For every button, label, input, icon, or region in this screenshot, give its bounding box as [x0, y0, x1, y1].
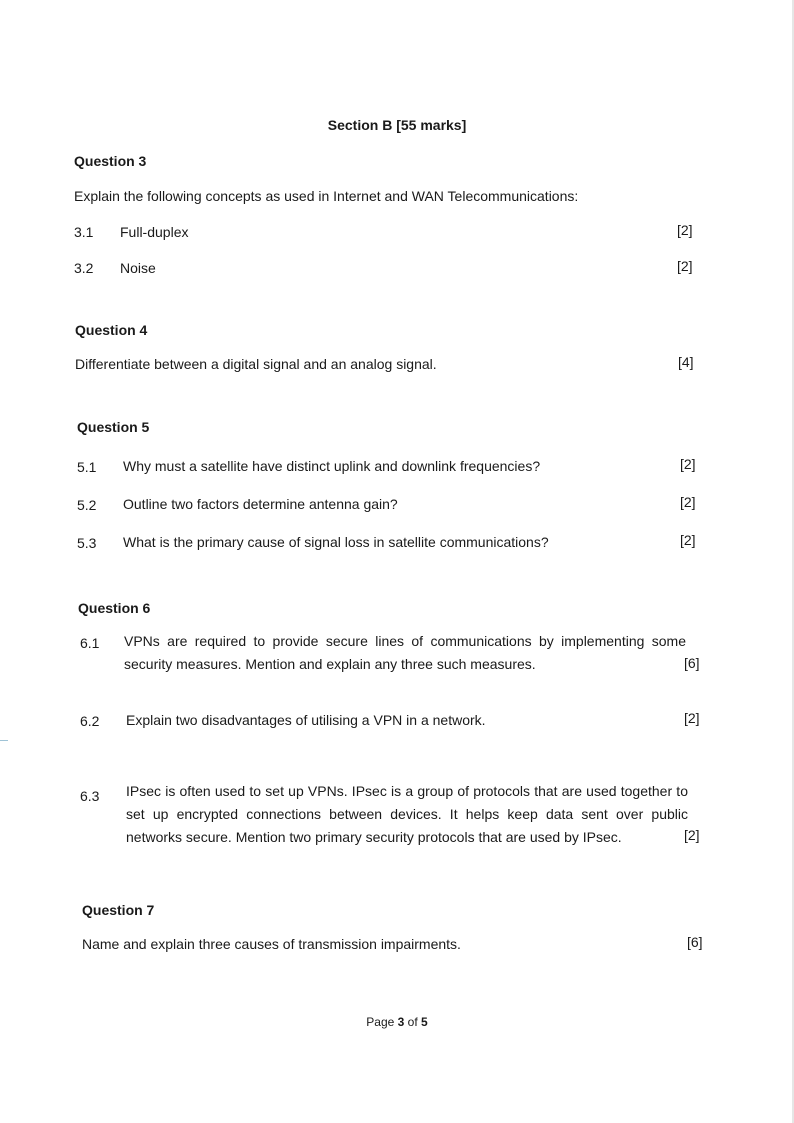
section-title: Section B [55 marks] [327, 117, 467, 133]
of-label: of [407, 1015, 418, 1029]
item-text: Outline two factors determine antenna gain? [123, 496, 398, 512]
page-footer [0, 1015, 794, 1029]
question-3-heading: Question 3 [74, 153, 147, 169]
page-label: Page [366, 1015, 395, 1029]
item-number: 5.1 [77, 459, 97, 475]
question-6-heading: Question 6 [78, 600, 151, 616]
item-number: 3.2 [74, 260, 94, 276]
item-number: 3.1 [74, 224, 94, 240]
item-number: 6.1 [80, 635, 100, 651]
item-text: IPsec is often used to set up VPNs. IPsec is a group of protocols that are used together to set up encrypted connections between devices. It helps keep data sent over public networks secure. Mention two primary security protocols that are used by IPsec. [126, 783, 688, 845]
item-mark: [2] [684, 827, 700, 843]
scan-mark [0, 740, 8, 741]
item-number: 6.3 [80, 788, 100, 804]
item-mark: [2] [680, 494, 696, 510]
item-text: Why must a satellite have distinct uplink and downlink frequencies? [123, 458, 541, 474]
item-number: 5.2 [77, 497, 97, 513]
item-text: VPNs are required to provide secure lines of communications by implementing some security measures. Mention and explain any three such measures. [124, 633, 686, 672]
question-5-heading: Question 5 [77, 419, 150, 435]
question-4-mark: [4] [678, 354, 694, 370]
item-text: Full-duplex [120, 224, 189, 240]
question-3-intro: Explain the following concepts as used in Internet and WAN Telecommunications: [74, 188, 579, 204]
item-number: 5.3 [77, 535, 97, 551]
question-7-text: Name and explain three causes of transmission impairments. [82, 936, 461, 952]
item-mark: [2] [684, 710, 700, 726]
item-mark: [2] [680, 456, 696, 472]
item-text: What is the primary cause of signal loss in satellite communications? [123, 534, 549, 550]
item-text: Explain two disadvantages of utilising a VPN in a network. [126, 712, 486, 728]
item-number: 6.2 [80, 713, 100, 729]
question-7-mark: [6] [687, 934, 703, 950]
page-total: 5 [421, 1015, 428, 1029]
question-7-heading: Question 7 [82, 902, 155, 918]
item-mark: [2] [680, 532, 696, 548]
item-mark: [6] [684, 655, 700, 671]
question-4-heading: Question 4 [75, 322, 148, 338]
item-text: Noise [120, 260, 156, 276]
page-number: 3 [397, 1015, 405, 1029]
item-mark: [2] [677, 222, 693, 238]
question-4-text: Differentiate between a digital signal and an analog signal. [75, 356, 437, 372]
item-mark: [2] [677, 258, 693, 274]
